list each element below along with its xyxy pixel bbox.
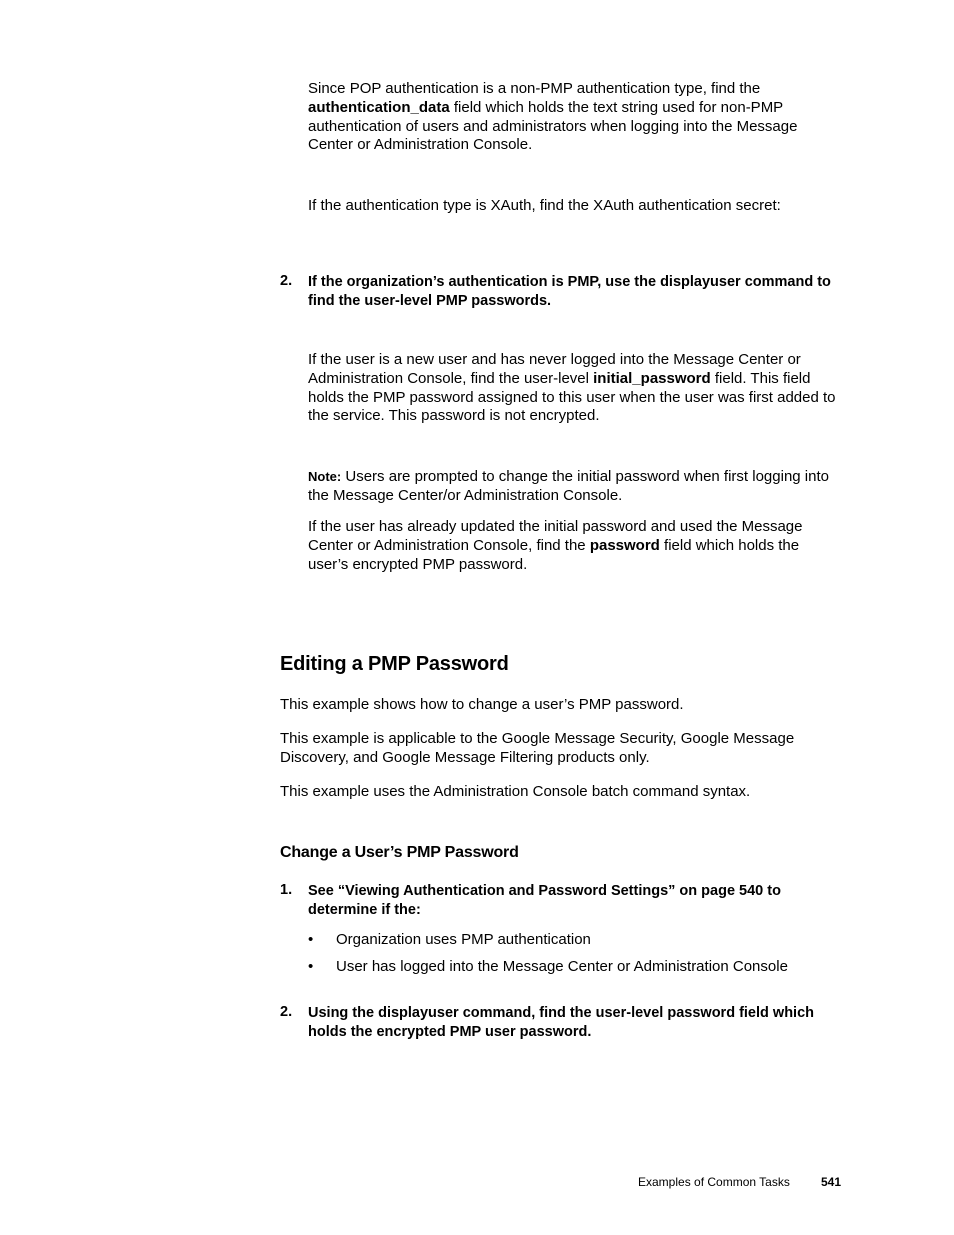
bullet-symbol: •	[308, 931, 314, 948]
step-text: See “Viewing Authentication and Password Settings” on page 540 to determine if the:	[308, 883, 781, 918]
note	[308, 468, 843, 506]
paragraph-pop-auth	[308, 80, 843, 155]
text: field which holds the user’s encrypted PMP password.	[308, 536, 800, 573]
page-number: 541	[821, 1175, 842, 1189]
step-text: If the organization’s authentication is PMP, use the displayuser command to find the user-level PMP passwords.	[308, 274, 831, 309]
section-paragraph: This example uses the Administration Console batch command syntax.	[280, 783, 751, 800]
paragraph-xauth: If the authentication type is XAuth, find the XAuth authentication secret:	[308, 197, 781, 214]
step-text: Using the displayuser command, find the user-level password field which holds the encrypted PMP user password.	[308, 1005, 814, 1040]
text: If the user is a new user and has never logged into the Message Center or Administration Console, find the user-level	[308, 351, 801, 387]
text: Since POP authentication is a non-PMP authentication type, find the	[308, 80, 761, 97]
paragraph-initial-password	[308, 351, 843, 426]
text: field which holds the text string used for non-PMP authentication of users and administrators when logging into the Message Center or Administration Console.	[308, 98, 798, 154]
field-name: initial_password	[593, 369, 711, 387]
list-item: User has logged into the Message Center or Administration Console	[336, 958, 788, 975]
section-paragraph: This example is applicable to the Google Message Security, Google Message Discovery, and Google Message Filtering products only.	[280, 730, 795, 766]
footer-chapter: Examples of Common Tasks	[638, 1175, 790, 1189]
section-title: Editing a PMP Password	[280, 653, 509, 675]
text: field. This field holds the PMP password assigned to this user when the user was first added to the service. This password is not encrypted.	[308, 369, 836, 425]
subsection-title: Change a User’s PMP Password	[280, 844, 519, 861]
step-number: 1.	[280, 882, 293, 898]
step-number: 2.	[280, 1004, 293, 1020]
bullet-symbol: •	[308, 958, 314, 975]
list-item: Organization uses PMP authentication	[336, 931, 591, 948]
note-label: Note:	[308, 469, 342, 484]
paragraph-password	[308, 518, 843, 574]
field-name: authentication_data	[308, 98, 450, 116]
note-text: Users are prompted to change the initial password when first logging into the Message Center/or Administration Console.	[308, 468, 829, 504]
field-name: password	[589, 536, 660, 554]
text: If the user has already updated the initial password and used the Message Center or Administration Console, find the	[308, 518, 803, 554]
section-paragraph: This example shows how to change a user’s PMP password.	[280, 696, 684, 713]
step-number: 2.	[280, 273, 293, 289]
